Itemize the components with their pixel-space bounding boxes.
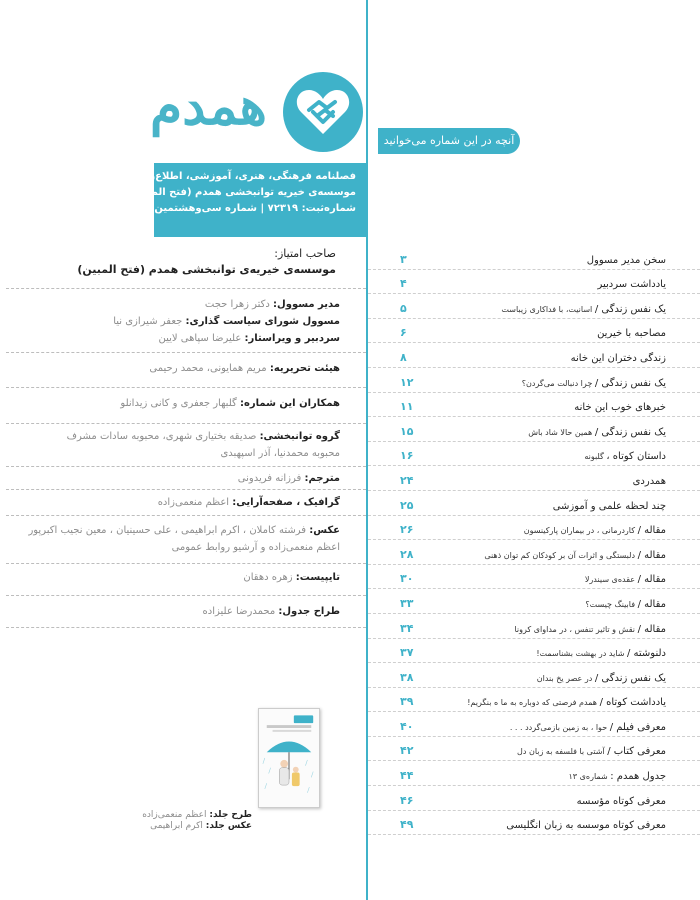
credit-names: فرزانه فریدونی — [237, 473, 302, 484]
toc-header: آنچه در این شماره می‌خوانید — [378, 128, 520, 154]
toc-row[interactable] — [368, 368, 700, 393]
toc-entry-sub: شاید در بهشت بشناسمت! — [536, 649, 627, 659]
toc-row[interactable] — [368, 589, 700, 614]
credit-role: سردبیر و ویراستار: — [244, 333, 340, 344]
credit-names: صدیقه بختیاری شهری، محبوبه سادات مشرف — [66, 431, 257, 442]
toc-entry-main: مقاله / — [637, 574, 666, 586]
credits-rehab-group — [10, 428, 340, 462]
logo-wordmark: همدم — [150, 76, 267, 137]
credits-translator — [10, 470, 340, 487]
toc-page-number: ۳۴ — [400, 621, 414, 635]
toc-page-number: ۱۱ — [400, 400, 414, 414]
toc-page-number: ۲۸ — [400, 547, 414, 561]
toc-row[interactable] — [368, 688, 700, 713]
separator — [6, 627, 366, 628]
toc-row[interactable] — [368, 245, 700, 270]
toc-entry-title — [528, 427, 666, 438]
toc-entry-main: یک نفس زندگی / — [594, 426, 666, 438]
credits-contributors — [10, 395, 340, 412]
credit-role: هیئت تحریریه: — [269, 363, 340, 374]
toc-page-number: ۸ — [400, 350, 407, 364]
credit-names: جعفر شیرازی نیا — [113, 316, 183, 327]
toc-entry-main: مقاله / — [637, 525, 666, 537]
credit-role: گروه توانبخشی: — [259, 431, 340, 442]
separator — [6, 563, 366, 564]
toc-page-number: ۴۹ — [400, 818, 414, 832]
credit-role: عکس جلد: — [205, 821, 252, 831]
credit-line — [10, 470, 340, 487]
credit-names: اعظم منعمی‌زاده و آرشیو روابط عمومی — [171, 542, 340, 553]
toc-entry-main: دلنوشته / — [627, 648, 666, 660]
credit-role: همکاران این شماره: — [239, 398, 340, 409]
credits-graphics — [10, 494, 340, 511]
credit-names: محمدرضا علیزاده — [202, 606, 276, 617]
toc-entry-sub: چرا دنبالت می‌گردن؟ — [521, 378, 595, 388]
credits-management — [10, 296, 340, 347]
credit-line — [130, 821, 252, 832]
separator — [6, 387, 366, 388]
toc-entry-title — [522, 378, 666, 389]
credit-names: فرشته کاملان ، اکرم ابراهیمی ، علی حسینیان ، معین نجیب اکبرپور — [28, 525, 307, 536]
toc-entry-title — [484, 550, 666, 561]
toc-entry-sub: کاردرمانی ، در بیماران پارکینسون — [523, 526, 638, 536]
toc-page-number: ۳۹ — [400, 695, 414, 709]
toc-row[interactable] — [368, 761, 700, 786]
toc-entry-main: یادداشت کوتاه / — [599, 697, 666, 709]
toc-row[interactable] — [368, 319, 700, 344]
toc-entry-sub: اسانیت، با فداکاری زیباست — [501, 304, 595, 314]
toc-entry-main: سخن مدیر مسوول — [586, 254, 666, 266]
toc-entry-main: معرفی کتاب / — [607, 746, 666, 758]
credit-names: علیرضا سپاهی لایین — [158, 333, 242, 344]
toc-row[interactable] — [368, 393, 700, 418]
toc-page-number: ۳۳ — [400, 596, 414, 610]
toc-entry-main: یک نفس زندگی / — [594, 303, 666, 315]
credit-line — [10, 569, 340, 586]
toc-entry-title — [597, 328, 666, 339]
credit-names: اکرم ابراهیمی — [150, 821, 203, 831]
credit-line — [130, 810, 252, 821]
credit-names: محبوبه محمدنیا، آذر اسپهبدی — [220, 448, 340, 459]
toc-row[interactable] — [368, 811, 700, 836]
credit-role: تایپیست: — [295, 572, 340, 583]
toc-row[interactable] — [368, 614, 700, 639]
toc-entry-main: یک نفس زندگی / — [594, 672, 666, 684]
toc-entry-sub: شماره‌ی ۱۳ — [568, 772, 611, 782]
toc-entry-title — [514, 624, 666, 635]
toc-page-number: ۴۶ — [400, 793, 414, 807]
toc-page-number: ۱۵ — [400, 424, 414, 438]
toc-entry-title — [585, 599, 666, 610]
separator — [6, 466, 366, 467]
credit-line — [10, 360, 340, 377]
toc-entry-sub: گلبونه — [584, 452, 607, 462]
banner-line: شماره‌ثبت: ۷۲۳۱۹ | شماره سی‌وهشتمین | زمستان ۱۳۹۹ — [77, 203, 356, 214]
toc-row[interactable] — [368, 516, 700, 541]
toc-entry-main: زندگی دختران این خانه — [570, 352, 666, 364]
separator — [6, 423, 366, 424]
toc-entry-sub: عقده‌ی سیندرلا — [584, 575, 638, 585]
credits-typist — [10, 569, 340, 586]
credit-line — [10, 445, 340, 462]
toc-entry-title — [506, 820, 666, 831]
toc-page-number: ۲۶ — [400, 523, 414, 537]
credit-names: مریم همایونی، محمد رحیمی — [149, 363, 267, 374]
toc-entry-title — [517, 746, 666, 757]
toc-entry-main: چند لحظه علمی و آموزشی — [552, 500, 666, 512]
toc-page-number: ۴۰ — [400, 719, 414, 733]
toc-row[interactable] — [368, 786, 700, 811]
separator — [6, 288, 366, 289]
owner-label: صاحب امتیاز: — [274, 247, 336, 260]
credit-line — [10, 313, 340, 330]
toc-entry-title — [501, 304, 666, 315]
toc-entry-main: مقاله / — [637, 549, 666, 561]
toc-row[interactable] — [368, 343, 700, 368]
toc-row[interactable] — [368, 663, 700, 688]
toc-entry-title — [587, 255, 666, 266]
toc-row[interactable] — [368, 270, 700, 295]
toc-entry-main: معرفی کوتاه موسسه به زبان انگلیسی — [506, 820, 666, 832]
credit-names: اعظم منعمی‌زاده — [142, 810, 207, 820]
toc-entry-title — [537, 673, 666, 684]
toc-entry-main: مصاحبه با خیرین — [597, 328, 666, 340]
credit-line — [10, 395, 340, 412]
toc-entry-sub: فابینگ چیست؟ — [585, 599, 638, 609]
toc-entry-title — [510, 722, 666, 733]
toc-entry-title — [568, 771, 666, 782]
credit-line — [10, 494, 340, 511]
toc-row[interactable] — [368, 639, 700, 664]
toc-entry-sub: دلبستگی و اثرات آن بر کودکان کم توان ذهنی — [484, 550, 638, 560]
credit-line — [10, 603, 340, 620]
toc-row[interactable] — [368, 565, 700, 590]
toc-entry-title — [536, 648, 666, 659]
toc-entry-main: معرفی فیلم / — [609, 721, 666, 733]
credit-names: دکتر زهرا حجت — [204, 299, 270, 310]
owner-value: موسسه‌ی خیریه‌ی توانبخشی همدم (فتح المبین) — [77, 263, 336, 276]
toc-entry-sub: نقش و تاثیر تنفس ، در مداوای کرونا — [514, 624, 638, 634]
toc-page-number: ۵ — [400, 301, 407, 315]
toc-page-number: ۳ — [400, 252, 407, 266]
toc-entry-sub: همین حالا شاد باش — [528, 427, 595, 437]
toc-entry-sub: حوا ، به زمین بازمی‌گردد . . . — [509, 722, 610, 732]
separator — [6, 489, 366, 490]
toc-row[interactable] — [368, 737, 700, 762]
toc-entry-main: داستان کوتاه ، — [606, 451, 666, 463]
toc-page-number: ۳۷ — [400, 646, 414, 660]
credit-role: طرح جلد: — [209, 810, 252, 820]
toc-entry-main: معرفی کوتاه مؤسسه — [576, 795, 666, 807]
credit-names: گلبهار جعفری و کانی زیدانلو — [120, 398, 237, 409]
credit-line — [10, 428, 340, 445]
credit-role: عکس: — [309, 525, 340, 536]
credit-line — [10, 296, 340, 313]
toc-page-number: ۴۲ — [400, 744, 414, 758]
toc-row[interactable] — [368, 294, 700, 319]
toc-entry-title — [553, 501, 666, 512]
separator — [6, 515, 366, 516]
credit-role: مدیر مسوول: — [273, 299, 340, 310]
toc-entry-main: خبرهای خوب این خانه — [574, 402, 666, 414]
toc-page-number: ۴۴ — [400, 769, 414, 783]
toc-entry-title — [574, 402, 666, 413]
toc-entry-main: مقاله / — [637, 623, 666, 635]
toc-row[interactable] — [368, 417, 700, 442]
credit-role: طراح جدول: — [278, 606, 340, 617]
cover-credits — [130, 810, 252, 832]
toc-entry-main: یک نفس زندگی / — [594, 377, 666, 389]
owner-block — [26, 246, 336, 278]
credit-line — [10, 330, 340, 347]
toc-entry-sub: همدم فرصتی که دوباره به ما ه بنگریم! — [467, 698, 600, 708]
banner-line: موسسه‌ی خیریه توانبخشی همدم (فتح المبین) — [130, 187, 356, 198]
toc-page-number: ۱۶ — [400, 449, 414, 463]
toc-entry-title — [571, 353, 666, 364]
toc-entry-sub: آشتی با فلسفه به زبان دل — [517, 747, 608, 757]
toc-entry-main: همدردی — [632, 475, 666, 487]
separator — [6, 352, 366, 353]
credits-photo — [10, 522, 340, 556]
credit-role: مسوول شورای سیاست گذاری: — [185, 316, 340, 327]
toc-list — [368, 245, 700, 835]
separator — [6, 595, 366, 596]
credit-line — [10, 522, 340, 539]
toc-row[interactable] — [368, 466, 700, 491]
cover-thumbnail — [258, 708, 320, 808]
toc-entry-title — [467, 697, 666, 708]
toc-row[interactable] — [368, 442, 700, 467]
toc-entry-title — [585, 574, 666, 585]
toc-entry-main: مقاله / — [637, 598, 666, 610]
banner-line: فصلنامه فرهنگی، هنری، آموزشی، اطلاع‌رسانی — [121, 171, 356, 182]
toc-page-number: ۲۴ — [400, 473, 414, 487]
toc-page-number: ۱۲ — [400, 375, 414, 389]
magazine-logo — [150, 70, 365, 160]
credit-role: گرافیک ، صفحه‌آرایی: — [232, 497, 340, 508]
toc-entry-main: جدول همدم : — [610, 771, 666, 783]
toc-row[interactable] — [368, 491, 700, 516]
toc-entry-title — [524, 525, 666, 536]
credit-names: زهره دهقان — [243, 572, 293, 583]
toc-entry-main: یادداشت سردبیر — [597, 279, 666, 291]
toc-row[interactable] — [368, 712, 700, 737]
toc-page-number: ۲۵ — [400, 498, 414, 512]
toc-entry-sub: در عصر یخ بندان — [536, 673, 595, 683]
toc-entry-title — [597, 279, 666, 290]
credits-editorial — [10, 360, 340, 377]
heart-handshake-icon — [281, 70, 365, 154]
toc-entry-title — [633, 476, 666, 487]
toc-column — [368, 0, 700, 900]
toc-page-number: ۳۸ — [400, 670, 414, 684]
toc-row[interactable] — [368, 540, 700, 565]
toc-entry-title — [584, 451, 666, 462]
credit-role: مترجم: — [304, 473, 340, 484]
credit-names: اعظم منعمی‌زاده — [157, 497, 230, 508]
masthead-banner — [77, 163, 366, 237]
toc-page-number: ۶ — [400, 326, 407, 340]
credits-puzzle — [10, 603, 340, 620]
toc-page-number: ۳۰ — [400, 572, 414, 586]
toc-page-number: ۴ — [400, 277, 407, 291]
toc-entry-title — [577, 796, 666, 807]
credit-line — [10, 539, 340, 556]
